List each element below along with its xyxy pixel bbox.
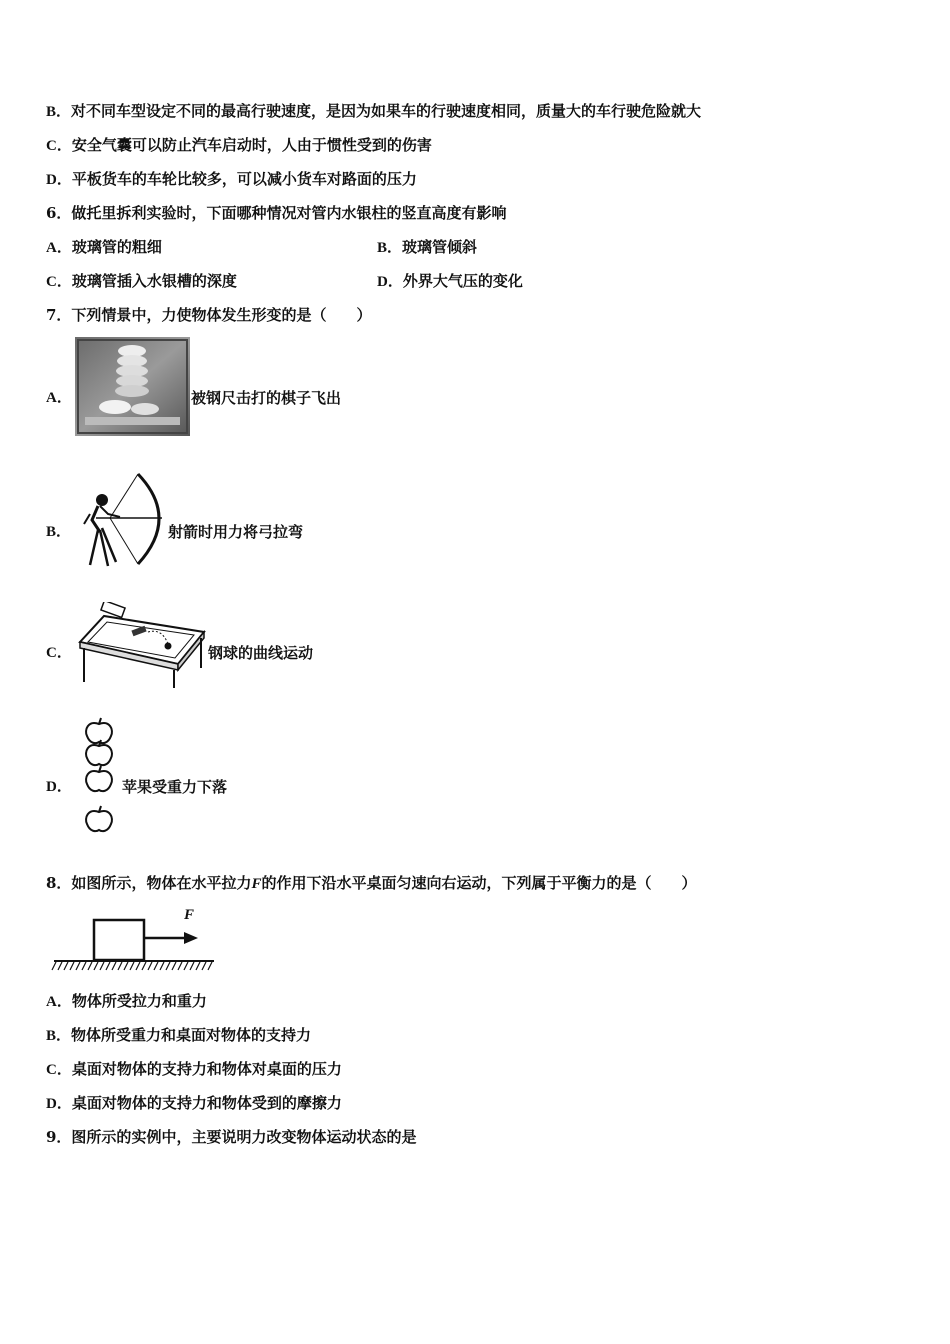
q8-stem-after: 的作用下沿水平桌面匀速向右运动，下列属于平衡力的是（ ） [261, 874, 697, 892]
q8-option-d [46, 1092, 342, 1115]
q7-option-b-label: B． [46, 524, 72, 540]
block [94, 920, 144, 960]
option-label: C． [46, 274, 72, 290]
q7-option-d-label: D． [46, 779, 72, 795]
option-text: 玻璃管插入水银槽的深度 [71, 272, 237, 290]
q7-option-d-caption: 苹果受重力下落 [122, 778, 228, 796]
q8-stem [46, 872, 696, 895]
q7-option-b-caption: 射箭时用力将弓拉弯 [168, 523, 304, 541]
option-text: 平板货车的车轮比较多，可以减小货车对路面的压力 [71, 170, 417, 188]
option-label: A． [46, 994, 72, 1010]
falling-apples-icon [82, 716, 118, 838]
q6-options-row-1 [46, 236, 478, 259]
q7-option-c-label: C． [46, 645, 72, 661]
archer-drawing-bow-icon [80, 470, 168, 568]
block-on-table-diagram [50, 904, 218, 976]
option-label: C． [46, 138, 72, 154]
q8-option-a [46, 990, 207, 1013]
option-label: B． [46, 1028, 72, 1044]
option-text: 物体所受拉力和重力 [71, 992, 207, 1010]
q9-stem: 9．图所示的实例中，主要说明力改变物体运动状态的是 [46, 1128, 417, 1146]
option-text: 对不同车型设定不同的最高行驶速度，是因为如果车的行驶速度相同，质量大的车行驶危险就大 [71, 102, 702, 120]
q5-option-b [46, 100, 701, 123]
q8-stem-before: 8．如图所示，物体在水平拉力 [46, 874, 252, 892]
option-label: B． [377, 240, 403, 256]
q7-stem: 7．下列情景中，力使物体发生形变的是（ ） [46, 306, 372, 324]
option-text: 玻璃管的粗细 [71, 238, 162, 256]
option-label: D． [377, 274, 403, 290]
q8-option-c [46, 1058, 342, 1081]
q7-option-a-caption: 被钢尺击打的棋子飞出 [191, 389, 342, 407]
q7-option-a-label: A． [46, 390, 72, 406]
option-text: 玻璃管倾斜 [402, 238, 478, 256]
option-text: 外界大气压的变化 [402, 272, 523, 290]
option-label: D． [46, 172, 72, 188]
steel-ball-table-icon [74, 602, 207, 690]
option-label: C． [46, 1062, 72, 1078]
force-label: F [184, 907, 195, 923]
q5-option-d [46, 168, 417, 191]
option-label: D． [46, 1096, 72, 1112]
q6-option-d [377, 270, 523, 293]
q6-options-row-2 [46, 270, 523, 293]
q6-option-a [46, 238, 162, 256]
q5-option-c [46, 134, 432, 157]
q8-option-b [46, 1024, 311, 1047]
q6-option-c [46, 272, 237, 290]
option-label: B． [46, 104, 72, 120]
option-label: A． [46, 240, 72, 256]
option-text: 安全气囊可以防止汽车启动时，人由于惯性受到的伤害 [71, 136, 432, 154]
q7-option-c-caption: 钢球的曲线运动 [208, 644, 314, 662]
q6-option-b [377, 236, 477, 259]
q6-stem: 6．做托里拆利实验时，下面哪种情况对管内水银柱的竖直高度有影响 [46, 204, 507, 222]
q8-force-symbol: F [251, 876, 262, 892]
option-text: 物体所受重力和桌面对物体的支持力 [71, 1026, 312, 1044]
chess-pieces-photo [75, 337, 190, 436]
option-text: 桌面对物体的支持力和物体对桌面的压力 [71, 1060, 342, 1078]
option-text: 桌面对物体的支持力和物体受到的摩擦力 [71, 1094, 342, 1112]
